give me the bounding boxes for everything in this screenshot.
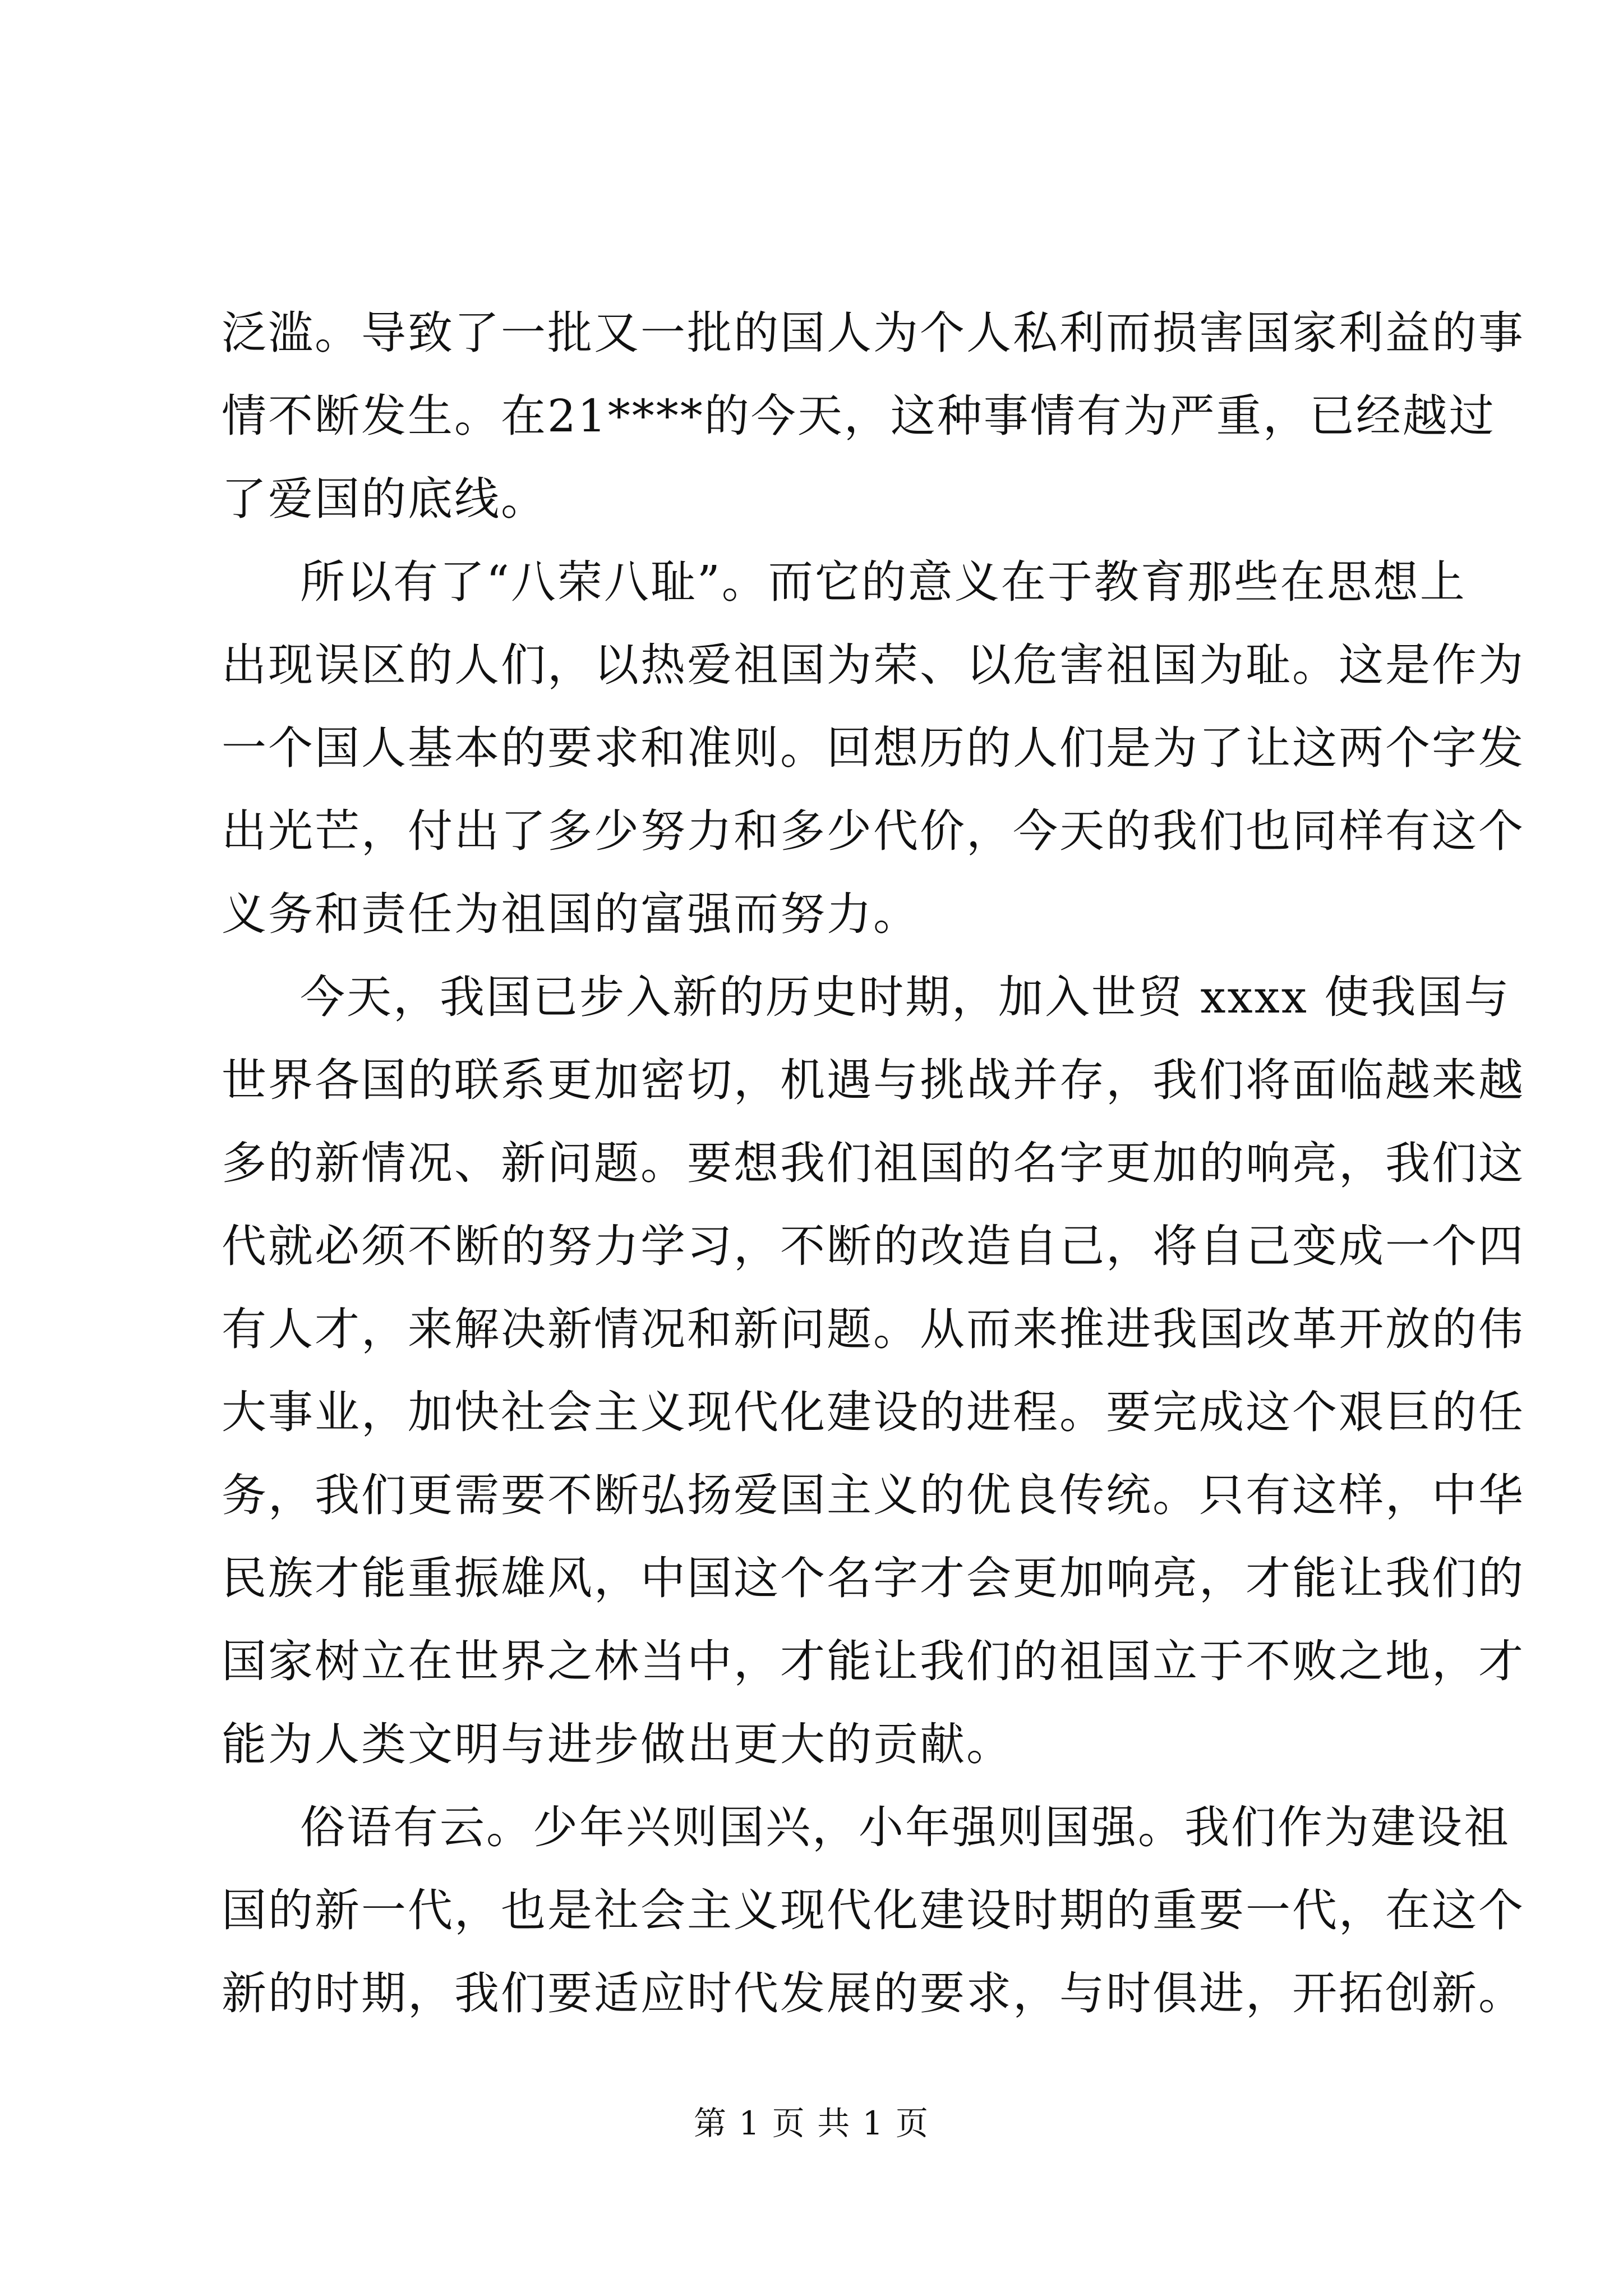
page-footer xyxy=(0,2101,1623,2146)
text-line: 新的时期，我们要适应时代发展的要求，与时俱进，开拓创新。 xyxy=(222,1967,1525,2019)
text-line: 有人才，来解决新情况和新问题。从而来推进我国改革开放的伟 xyxy=(222,1303,1525,1355)
page-number: 第 1 页 共 1 页 xyxy=(694,2104,929,2142)
body-text xyxy=(222,292,1525,2035)
text-line: 出光芒，付出了多少努力和多少代价，今天的我们也同样有这个 xyxy=(222,805,1525,857)
text-line: 大事业，加快社会主义现代化建设的进程。要完成这个艰巨的任 xyxy=(222,1386,1525,1438)
text-line: 一个国人基本的要求和准则。回想历的人们是为了让这两个字发 xyxy=(222,722,1525,774)
text-line: 代就必须不断的努力学习，不断的改造自己，将自己变成一个四 xyxy=(222,1220,1525,1272)
text-line: 多的新情况、新问题。要想我们祖国的名字更加的响亮，我们这 xyxy=(222,1137,1525,1189)
text-line: 国的新一代，也是社会主义现代化建设时期的重要一代，在这个 xyxy=(222,1884,1525,1936)
text-line: 民族才能重振雄风，中国这个名字才会更加响亮，才能让我们的 xyxy=(222,1552,1525,1604)
paragraph-first-line: 所以有了“八荣八耻”。而它的意义在于教育那些在思想上 xyxy=(300,556,1467,608)
text-line: 国家树立在世界之林当中，才能让我们的祖国立于不败之地，才 xyxy=(222,1635,1525,1687)
text-line: 能为人类文明与进步做出更大的贡献。 xyxy=(222,1718,1013,1770)
text-line: 义务和责任为祖国的富强而努力。 xyxy=(222,888,920,940)
text-line: 出现误区的人们，以热爱祖国为荣、以危害祖国为耻。这是作为 xyxy=(222,639,1525,691)
paragraph-first-line: 俗语有云。少年兴则国兴，小年强则国强。我们作为建设祖 xyxy=(300,1801,1510,1853)
text-line: 世界各国的联系更加密切，机遇与挑战并存，我们将面临越来越 xyxy=(222,1054,1525,1106)
text-line: 务，我们更需要不断弘扬爱国主义的优良传统。只有这样，中华 xyxy=(222,1469,1525,1521)
text-line: 泛滥。导致了一批又一批的国人为个人私利而损害国家利益的事 xyxy=(222,307,1525,359)
text-line: 了爱国的底线。 xyxy=(222,473,547,525)
paragraph-first-line: 今天，我国已步入新的历史时期，加入世贸 xxxx 使我国与 xyxy=(300,971,1511,1023)
text-line: 情不断发生。在21****的今天，这种事情有为严重，已经越过 xyxy=(222,390,1496,442)
